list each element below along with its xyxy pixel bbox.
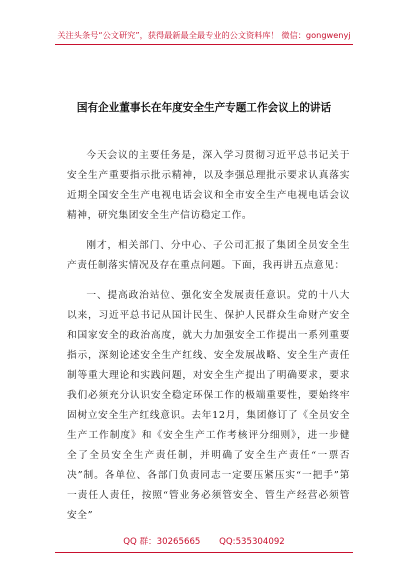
footer-qq-group: QQ 群：30265665 — [123, 537, 201, 547]
paragraph: 一、提高政治站位、强化安全发展责任意识。党的十八大以来，习近平总书记从国计民生、保护人民群众生命财产安全和国家安全的政治高度，就大力加强安全工作提出一系列重要指示，深刻论述安全生产红线、安全发展战略、安全生产责任制等重大理论和实践问题，对安全生产提出了明确要求，要求我们必须充分认识安全稳定环保工作的极端重要性，要始终牢固树立安全生产红线意识。去年12月，集团修订了《全员安全生产工作制度》和《安全生产工作考核评分细则》，进一步健全了全员安全生产责任制，并明确了安全生产责任“一票否决”制。各单位、各部门负责同志一定要压紧压实“一把手”第一责任人责任，按照“管业务必须管安全、管生产经营必须管安全” — [67, 290, 350, 521]
document-body — [67, 146, 350, 526]
paragraph: 刚才，相关部门、分中心、子公司汇报了集团全员安全生产责任制落实情况及存在重点问题。下面，我再讲五点意见： — [67, 240, 350, 271]
footer-qq: QQ:535304092 — [219, 537, 285, 547]
header-promo-text: 关注头条号“公文研究”，获得最新最全最专业的公文资料库！ 微信：gongwenyj — [57, 30, 351, 40]
paragraph: 今天会议的主要任务是，深入学习贯彻习近平总书记关于安全生产重要指示批示精神，以及李强总理批示要求认真落实近期全国安全生产电视电话会议和全市安全生产电视电话会议精神，研究集团安全生产信访稳定工作。 — [67, 150, 350, 221]
footer-contact — [0, 535, 408, 547]
footer-divider — [55, 552, 353, 553]
document-title: 国有企业董事长在年度安全生产专题工作会议上的讲话 — [76, 102, 332, 114]
header-divider — [55, 44, 353, 45]
